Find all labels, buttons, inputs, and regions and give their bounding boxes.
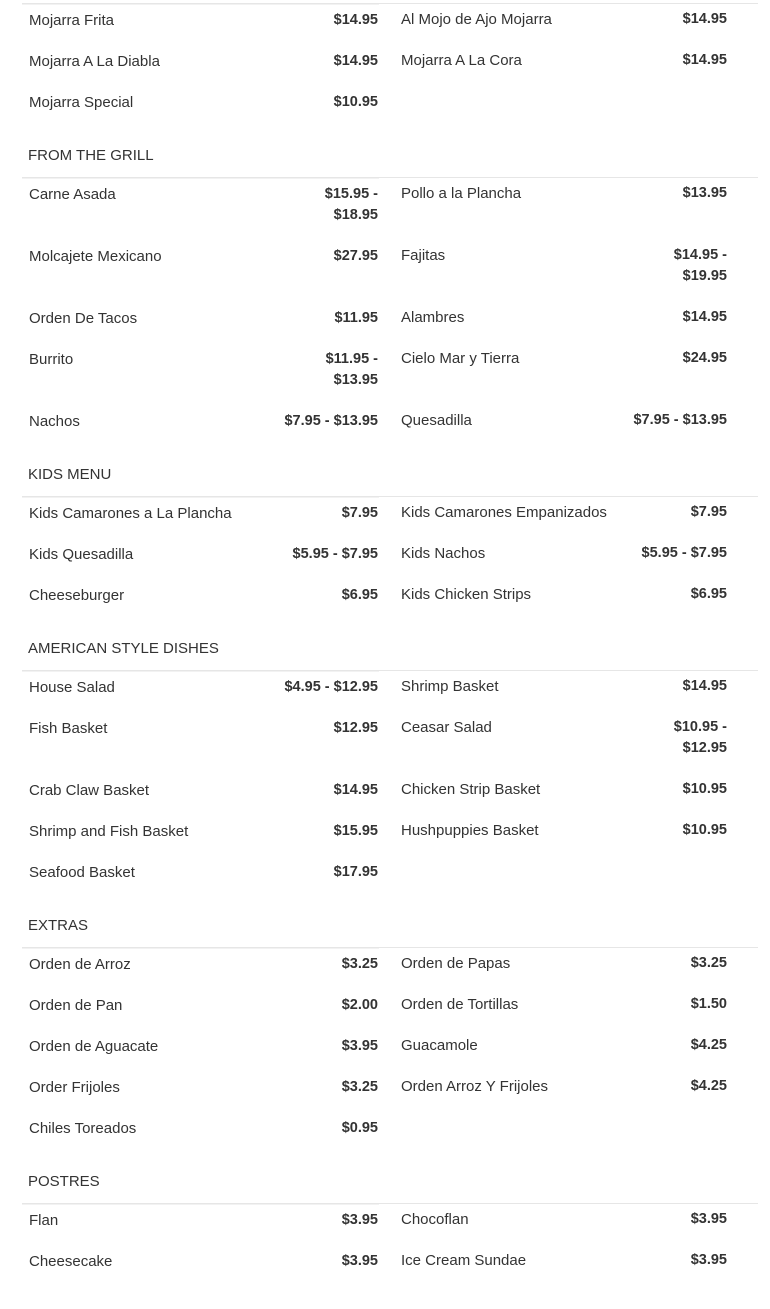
menu-columns <box>22 948 758 1154</box>
menu-item[interactable] <box>22 303 379 344</box>
menu-item-price: $10.95 <box>682 822 727 838</box>
menu-item-price: $14.95 <box>333 782 378 798</box>
menu-item[interactable] <box>401 1071 758 1112</box>
menu-columns <box>22 178 758 447</box>
menu-section-extras <box>22 915 758 1154</box>
menu-item-name: Shrimp and Fish Basket <box>29 823 189 840</box>
menu-item-price: $6.95 <box>690 586 727 602</box>
menu-item-name: House Salad <box>29 679 115 696</box>
menu-item-name: Chiles Toreados <box>29 1120 137 1137</box>
menu-column-left <box>22 4 379 128</box>
menu-item-name: Molcajete Mexicano <box>29 248 162 265</box>
menu-item-name: Mojarra Frita <box>29 12 115 29</box>
menu-item-name: Kids Nachos <box>401 545 486 562</box>
menu-item-price: $7.95 - $13.95 <box>633 412 727 428</box>
menu-item-price: $3.95 <box>690 1252 727 1268</box>
menu-item-price: $14.95 <box>333 53 378 69</box>
menu-item-name: Mojarra A La Diabla <box>29 53 160 70</box>
menu-item-price: $11.95 - $13.95 <box>325 351 378 388</box>
menu-item[interactable] <box>22 179 379 241</box>
menu-item[interactable] <box>401 774 758 815</box>
menu-item-name: Orden Arroz Y Frijoles <box>401 1078 549 1095</box>
menu-columns <box>22 1204 758 1287</box>
menu-item-price: $0.95 <box>341 1120 378 1136</box>
menu-item[interactable] <box>22 1246 379 1287</box>
menu-item[interactable] <box>22 672 379 713</box>
menu-item[interactable] <box>22 1031 379 1072</box>
menu-column-right <box>401 948 758 1154</box>
menu-item-price: $15.95 - $18.95 <box>324 186 378 223</box>
section-title: POSTRES <box>28 1173 100 1190</box>
menu-item-name: Kids Chicken Strips <box>401 586 532 603</box>
menu-item[interactable] <box>22 241 379 303</box>
menu-item-price: $3.95 <box>341 1038 378 1054</box>
menu-item <box>401 1112 758 1153</box>
menu-item-name: Kids Camarones Empanizados <box>401 504 607 521</box>
menu-item[interactable] <box>401 4 758 45</box>
menu-item-name: Ice Cream Sundae <box>401 1252 527 1269</box>
menu-item <box>401 86 758 127</box>
menu-column-right <box>401 671 758 898</box>
menu-item[interactable] <box>22 1113 379 1154</box>
menu-item-name: Orden de Papas <box>401 955 511 972</box>
menu-item[interactable] <box>22 775 379 816</box>
menu-item-name: Chicken Strip Basket <box>401 781 541 798</box>
menu-item[interactable] <box>401 302 758 343</box>
menu-item-price: $7.95 - $13.95 <box>284 413 378 429</box>
section-title: EXTRAS <box>28 917 89 934</box>
menu-column-left <box>22 178 379 447</box>
menu-item-name: Carne Asada <box>29 186 116 203</box>
menu-section-kids-menu <box>22 464 758 621</box>
menu-item-name: Burrito <box>29 351 74 368</box>
menu-item[interactable] <box>22 857 379 898</box>
menu-item-name: Order Frijoles <box>29 1079 120 1096</box>
menu-item-name: Quesadilla <box>401 412 472 429</box>
menu-item-price: $4.25 <box>690 1037 727 1053</box>
section-title: FROM THE GRILL <box>28 147 154 164</box>
section-title: KIDS MENU <box>28 466 112 483</box>
menu-column-right <box>401 4 758 128</box>
menu-item-price: $10.95 <box>682 781 727 797</box>
menu-item-price: $5.95 - $7.95 <box>641 545 727 561</box>
menu-item-name: Flan <box>29 1212 59 1229</box>
menu-item-name: Orden de Pan <box>29 997 123 1014</box>
menu-item[interactable] <box>22 580 379 621</box>
menu-item-price: $2.00 <box>341 997 378 1013</box>
menu-item-name: Hushpuppies Basket <box>401 822 539 839</box>
menu-item[interactable] <box>22 498 379 539</box>
menu-item-price: $14.95 <box>682 309 727 325</box>
menu-item[interactable] <box>22 713 379 775</box>
menu-item-price: $3.95 <box>341 1212 378 1228</box>
menu-item-name: Guacamole <box>401 1037 478 1054</box>
menu-item-price: $14.95 <box>682 11 727 27</box>
menu-item-price: $12.95 <box>333 720 378 736</box>
menu-item-price: $14.95 <box>682 678 727 694</box>
menu-item-price: $15.95 <box>333 823 378 839</box>
menu-item-price: $11.95 <box>334 310 378 326</box>
menu-item[interactable] <box>401 989 758 1030</box>
menu-columns <box>22 671 758 898</box>
menu-column-right <box>401 497 758 621</box>
section-title: AMERICAN STYLE DISHES <box>28 640 219 657</box>
menu-item[interactable] <box>22 5 379 46</box>
menu-item-name: Nachos <box>29 413 80 430</box>
menu-item[interactable] <box>401 1245 758 1286</box>
menu-item-price: $3.25 <box>341 956 378 972</box>
menu-item-name: Cheeseburger <box>29 587 125 604</box>
menu-item-name: Shrimp Basket <box>401 678 499 695</box>
menu-item[interactable] <box>22 816 379 857</box>
menu-item-price: $24.95 <box>682 350 727 366</box>
menu-item[interactable] <box>401 815 758 856</box>
menu-item[interactable] <box>22 949 379 990</box>
menu-item-name: Cielo Mar y Tierra <box>401 350 520 367</box>
menu-columns <box>22 497 758 621</box>
menu-item-name: Kids Quesadilla <box>29 546 134 563</box>
menu-item-price: $4.25 <box>690 1078 727 1094</box>
menu-item[interactable] <box>22 990 379 1031</box>
menu-section-from-the-grill <box>22 145 758 447</box>
menu-item-name: Chocoflan <box>401 1211 469 1228</box>
menu-item-name: Alambres <box>401 309 465 326</box>
menu-item[interactable] <box>401 343 758 405</box>
menu-item[interactable] <box>401 178 758 240</box>
menu-item-price: $17.95 <box>333 864 378 880</box>
menu-item[interactable] <box>401 405 758 446</box>
menu-column-right <box>401 178 758 447</box>
menu-item-price: $14.95 - $19.95 <box>673 247 727 284</box>
menu-item-name: Orden De Tacos <box>29 310 138 327</box>
menu-item[interactable] <box>22 1072 379 1113</box>
menu-item[interactable] <box>401 948 758 989</box>
menu-item-name: Orden de Aguacate <box>29 1038 159 1055</box>
menu-item-price: $10.95 - $12.95 <box>673 719 727 756</box>
menu-item-price: $3.95 <box>690 1211 727 1227</box>
menu-item[interactable] <box>401 538 758 579</box>
menu-item-price: $3.25 <box>341 1079 378 1095</box>
menu-item-name: Pollo a la Plancha <box>401 185 522 202</box>
menu-item-price: $7.95 <box>341 505 378 521</box>
menu-section <box>22 3 758 128</box>
menu-item-name: Mojarra Special <box>29 94 134 111</box>
menu-item-price: $27.95 <box>333 248 378 264</box>
menu-item-price: $14.95 <box>682 52 727 68</box>
menu-item-price: $3.25 <box>690 955 727 971</box>
menu-item-name: Orden de Arroz <box>29 956 131 973</box>
menu-item-price: $13.95 <box>682 185 727 201</box>
menu-item[interactable] <box>401 1204 758 1245</box>
menu-item-name: Kids Camarones a La Plancha <box>29 505 232 522</box>
menu-item-price: $5.95 - $7.95 <box>292 546 378 562</box>
menu-item[interactable] <box>401 45 758 86</box>
menu-column-left <box>22 497 379 621</box>
menu-item-name: Crab Claw Basket <box>29 782 150 799</box>
menu-column-left <box>22 948 379 1154</box>
menu-item[interactable] <box>401 497 758 538</box>
menu-item-price: $3.95 <box>341 1253 378 1269</box>
menu-item[interactable] <box>401 1030 758 1071</box>
menu-item[interactable] <box>22 406 379 447</box>
menu-item-name: Fish Basket <box>29 720 108 737</box>
menu-section-postres <box>22 1171 758 1287</box>
menu-columns <box>22 4 758 128</box>
menu-item-price: $14.95 <box>333 12 378 28</box>
menu-item[interactable] <box>22 1205 379 1246</box>
menu-item[interactable] <box>401 579 758 620</box>
menu-item[interactable] <box>22 46 379 87</box>
menu-column-left <box>22 1204 379 1287</box>
menu-item-name: Seafood Basket <box>29 864 135 881</box>
menu-column-right <box>401 1204 758 1287</box>
menu-item-price: $10.95 <box>333 94 378 110</box>
menu-item-price: $7.95 <box>690 504 727 520</box>
menu-item-name: Al Mojo de Ajo Mojarra <box>401 11 552 28</box>
menu-section-american-style-dishes <box>22 638 758 898</box>
menu-item-price: $1.50 <box>690 996 727 1012</box>
menu-item-name: Orden de Tortillas <box>401 996 519 1013</box>
menu-item <box>401 856 758 897</box>
menu-item[interactable] <box>401 240 758 302</box>
menu-item-name: Mojarra A La Cora <box>401 52 522 69</box>
menu-item-name: Ceasar Salad <box>401 719 492 736</box>
menu-item[interactable] <box>401 671 758 712</box>
menu-item-name: Cheesecake <box>29 1253 113 1270</box>
menu-item[interactable] <box>22 344 379 406</box>
menu-item[interactable] <box>22 87 379 128</box>
menu-item[interactable] <box>22 539 379 580</box>
menu-column-left <box>22 671 379 898</box>
menu-item-name: Fajitas <box>401 247 446 264</box>
menu-item[interactable] <box>401 712 758 774</box>
menu-item-price: $6.95 <box>341 587 378 603</box>
menu-item-price: $4.95 - $12.95 <box>284 679 378 695</box>
